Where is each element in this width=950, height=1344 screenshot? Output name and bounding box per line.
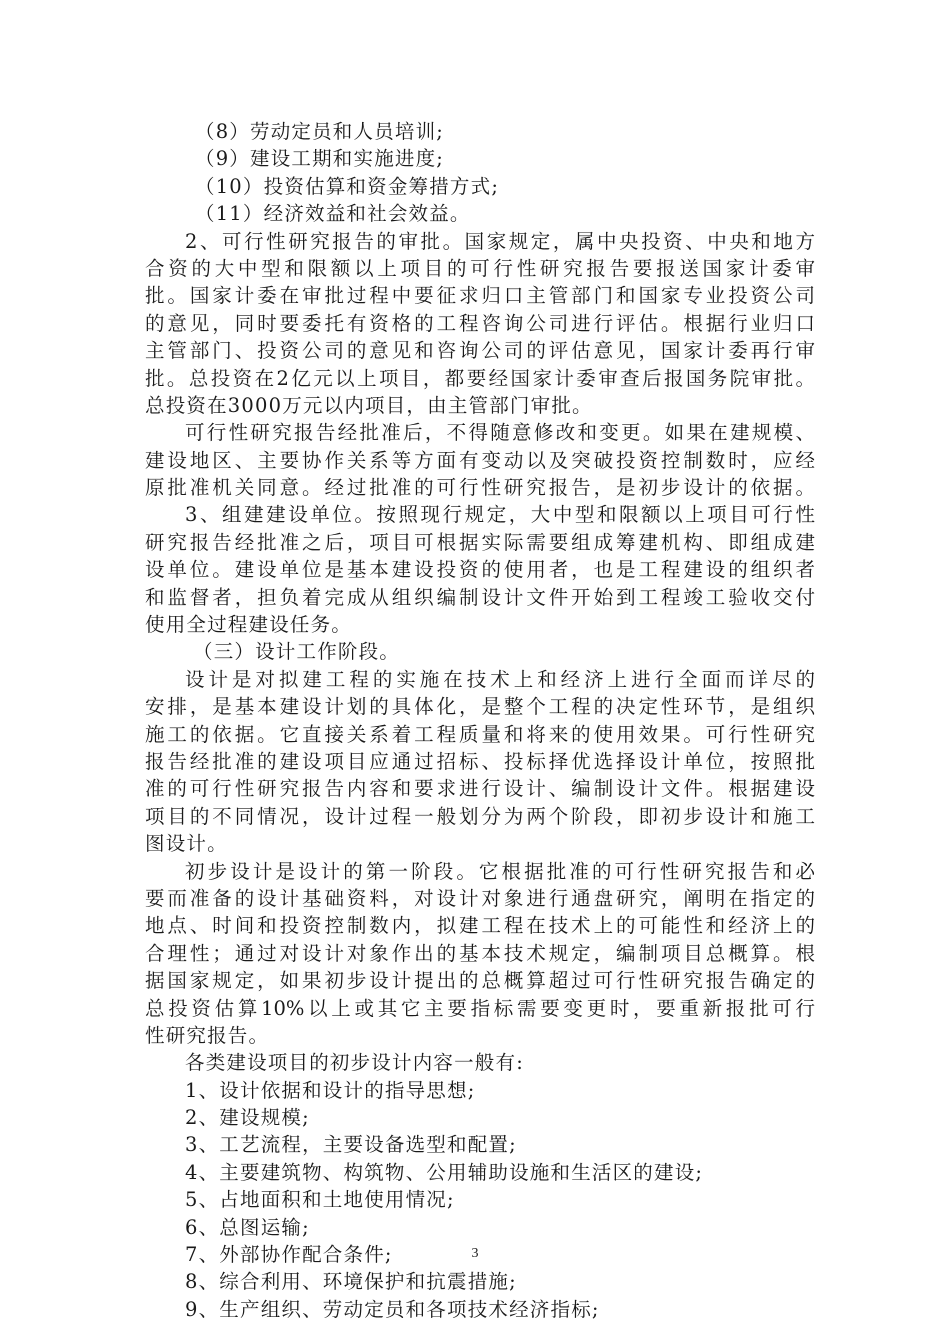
text-line: 性研究报告。 — [145, 1023, 270, 1047]
section-heading: （三）设计工作阶段。 — [193, 640, 401, 664]
text-line: 2、可行性研究报告的审批。国家规定，属中央投资、中央和地方 — [185, 229, 815, 253]
text-line: 研究报告经批准之后，项目可根据实际需要组成筹建机构、即组成建 — [145, 530, 815, 554]
list-intro: 各类建设项目的初步设计内容一般有: — [185, 1051, 524, 1075]
text-line: 设单位。建设单位是基本建设投资的使用者，也是工程建设的组织者 — [145, 558, 815, 582]
list-item: 5、占地面积和土地使用情况; — [185, 1188, 455, 1212]
document-page — [145, 118, 815, 1323]
text-line: 使用全过程建设任务。 — [145, 613, 353, 637]
list-item: （8）劳动定员和人员培训; — [195, 120, 445, 143]
text-line: 施工的依据。它直接关系着工程质量和将来的使用效果。可行性研究 — [145, 722, 815, 746]
text-line: 项目的不同情况，设计过程一般划分为两个阶段，即初步设计和施工 — [145, 804, 815, 828]
list-item: 6、总图运输; — [185, 1215, 310, 1239]
text-line: 据国家规定，如果初步设计提出的总概算超过可行性研究报告确定的 — [145, 969, 815, 993]
list-item: （11）经济效益和社会效益。 — [195, 202, 471, 226]
text-line: 报告经批准的建设项目应通过招标、投标择优选择设计单位，按照批 — [145, 749, 815, 773]
text-line: 要而准备的设计基础资料，对设计对象进行通盘研究，阐明在指定的 — [145, 886, 815, 910]
text-line: 图设计。 — [145, 832, 228, 856]
text-line: 批。总投资在2亿元以上项目，都要经国家计委审查后报国务院审批。 — [145, 366, 815, 390]
list-item: 2、建设规模; — [185, 1106, 310, 1130]
text-line: 建设地区、主要协作关系等方面有变动以及突破投资控制数时，应经 — [145, 448, 815, 472]
text-line: 设计是对拟建工程的实施在技术上和经济上进行全面而详尽的 — [185, 667, 815, 691]
paragraph-preliminary-design — [145, 858, 815, 1050]
text-line: 批。国家计委在审批过程中要征求归口主管部门和国家专业投资公司 — [145, 284, 815, 308]
text-line: 安排，是基本建设计划的具体化，是整个工程的决定性环节，是组织 — [145, 695, 815, 719]
text-line: 初步设计是设计的第一阶段。它根据批准的可行性研究报告和必 — [185, 859, 815, 883]
list-item: 8、综合利用、环境保护和抗震措施; — [185, 1270, 517, 1294]
paragraph-design — [145, 666, 815, 858]
list-bottom — [145, 1077, 815, 1324]
text-line: 和监督者，担负着完成从组织编制设计文件开始到工程竣工验收交付 — [145, 585, 815, 609]
text-line: 总投资估算10%以上或其它主要指标需要变更时，要重新报批可行 — [145, 996, 815, 1020]
text-line: 地点、时间和投资控制数内，拟建工程在技术上的可能性和经济上的 — [145, 914, 815, 938]
list-top — [145, 118, 815, 228]
page-number: 3 — [471, 1246, 479, 1261]
text-line: 准的可行性研究报告内容和要求进行设计、编制设计文件。根据建设 — [145, 777, 815, 801]
list-item: （10）投资估算和资金筹措方式; — [195, 174, 500, 198]
list-item: 1、设计依据和设计的指导思想; — [185, 1078, 476, 1102]
list-item: 9、生产组织、劳动定员和各项技术经济指标; — [185, 1297, 600, 1321]
text-line: 合理性；通过对设计对象作出的基本技术规定，编制项目总概算。根 — [145, 941, 815, 965]
text-line: 总投资在3000万元以内项目，由主管部门审批。 — [145, 393, 593, 417]
paragraph-construction-unit — [145, 501, 815, 638]
list-item: （9）建设工期和实施进度; — [195, 147, 445, 171]
paragraph-change — [145, 419, 815, 501]
list-item: 7、外部协作配合条件; — [185, 1243, 393, 1267]
paragraph-approval — [145, 228, 815, 420]
text-line: 3、组建建设单位。按照现行规定，大中型和限额以上项目可行性 — [185, 503, 815, 527]
text-line: 主管部门、投资公司的意见和咨询公司的评估意见，国家计委再行审 — [145, 339, 815, 363]
text-line: 的意见，同时要委托有资格的工程咨询公司进行评估。根据行业归口 — [145, 311, 815, 335]
text-line: 可行性研究报告经批准后，不得随意修改和变更。如果在建规模、 — [185, 421, 815, 445]
list-item: 4、主要建筑物、构筑物、公用辅助设施和生活区的建设; — [185, 1160, 704, 1184]
text-line: 合资的大中型和限额以上项目的可行性研究报告要报送国家计委审 — [145, 256, 815, 280]
text-line: 原批准机关同意。经过批准的可行性研究报告，是初步设计的依据。 — [145, 476, 815, 500]
list-item: 3、工艺流程，主要设备选型和配置; — [185, 1133, 517, 1157]
